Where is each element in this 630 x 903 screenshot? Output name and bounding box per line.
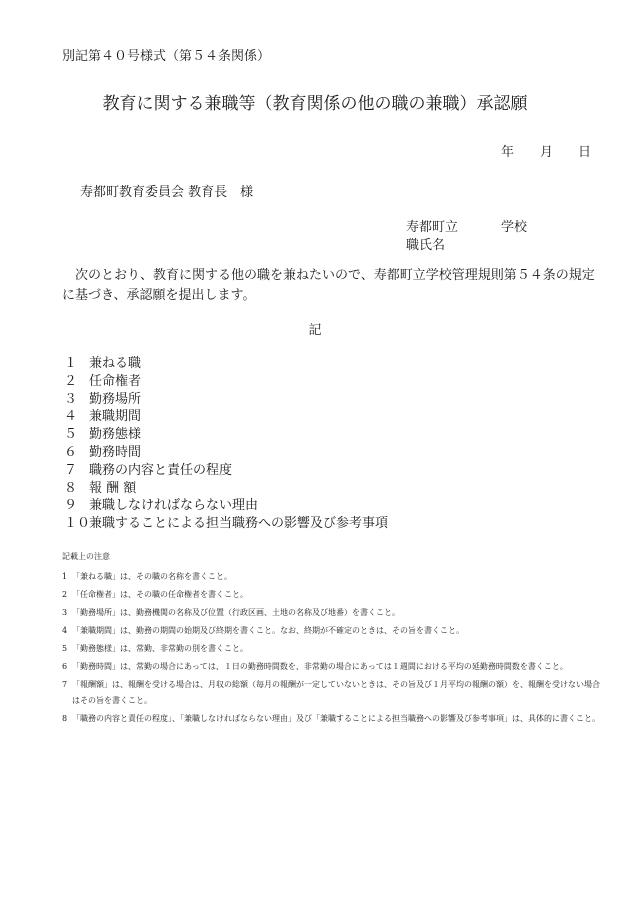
note-text: 「職務の内容と責任の程度」、「兼職しなければならない理由」及び「兼職することによる担当職務への影響及び参考事項」は、具体的に書くこと。 — [72, 714, 600, 723]
school-suffix-label: 学校 — [501, 220, 528, 235]
item-number: ２ — [64, 373, 78, 389]
note-item — [62, 587, 600, 603]
body-text: 次のとおり、教育に関する他の職を兼ねたいので、寿都町立学校管理規則第５４条の規定に基づき、承認願を提出します。 — [62, 268, 595, 303]
item-label: 勤務態様 — [89, 427, 142, 443]
notes-heading: 記載上の注意 — [62, 552, 110, 561]
note-item — [62, 623, 600, 639]
note-text: 「兼ねる職」は、その職の名称を書くこと。 — [72, 572, 232, 581]
item-label: 勤務場所 — [89, 391, 142, 407]
item-number: ９ — [64, 498, 78, 514]
notes-list — [62, 569, 600, 729]
list-item — [64, 355, 388, 373]
item-number: ７ — [64, 462, 78, 478]
item-number: １ — [64, 356, 78, 371]
note-number: 1 — [62, 572, 68, 581]
list-item — [64, 480, 388, 498]
note-number: 5 — [62, 644, 68, 653]
list-item — [64, 391, 388, 409]
note-item — [62, 605, 600, 621]
addressee: 寿都町教育委員会 教育長 様 — [80, 185, 254, 200]
school-town-label: 寿都町立 — [406, 220, 459, 235]
note-text: 「勤務態様」は、常勤、非常勤の別を書くこと。 — [72, 644, 248, 653]
date-year-label: 年 — [501, 145, 515, 160]
item-label: 兼ねる職 — [89, 356, 142, 371]
item-label: 兼職しなければならない理由 — [89, 498, 259, 514]
ki-heading: 記 — [308, 323, 322, 338]
item-number: ６ — [64, 444, 78, 460]
item-number: ３ — [64, 391, 78, 407]
note-number: 7 — [62, 680, 68, 689]
item-number: １０ — [64, 516, 91, 532]
item-number: ５ — [64, 427, 78, 443]
item-label: 勤務時間 — [89, 444, 142, 460]
note-text: 「勤務場所」は、勤務機関の名称及び位置（行政区画、土地の名称及び地番）を書くこと。 — [72, 608, 400, 617]
list-item — [64, 515, 388, 533]
note-number: 2 — [62, 590, 68, 599]
list-item — [64, 408, 388, 426]
note-item — [62, 641, 600, 657]
form-number: 別記第４０号様式（第５４条関係） — [62, 49, 271, 64]
document-title: 教育に関する兼職等（教育関係の他の職の兼職）承認願 — [102, 94, 528, 114]
item-label: 任命権者 — [89, 373, 142, 389]
note-text: 「任命権者」は、その職の任命権者を書くこと。 — [72, 590, 248, 599]
list-item — [64, 497, 388, 515]
note-text: 「兼職期間」は、勤務の期間の始期及び終期を書くこと。なお、終期が不確定のときは、その旨を書くこと。 — [72, 626, 464, 635]
item-list — [64, 355, 388, 533]
note-number: 3 — [62, 608, 68, 617]
date-month-label: 月 — [540, 145, 554, 160]
item-number: ８ — [64, 480, 78, 496]
note-number: 8 — [62, 714, 68, 723]
item-number: ４ — [64, 409, 78, 425]
item-label: 兼職することによる担当職務への影響及び参考事項 — [89, 516, 389, 532]
item-label: 職務の内容と責任の程度 — [89, 462, 233, 478]
list-item — [64, 426, 388, 444]
date-day-label: 日 — [578, 145, 592, 160]
item-label: 兼職期間 — [89, 409, 142, 425]
note-item — [62, 677, 600, 709]
note-item — [62, 711, 600, 727]
note-item — [62, 659, 600, 675]
list-item — [64, 462, 388, 480]
item-label: 報 酬 額 — [89, 480, 137, 496]
list-item — [64, 373, 388, 391]
note-number: 4 — [62, 626, 68, 635]
list-item — [64, 444, 388, 462]
note-number: 6 — [62, 662, 68, 671]
note-item — [62, 569, 600, 585]
sender-name-label: 職氏名 — [406, 238, 446, 253]
note-text: 「勤務時間」は、常勤の場合にあっては、１日の勤務時間数を、非常勤の場合にあっては１週間における平均の延勤務時間数を書くこと。 — [72, 662, 568, 671]
note-text: 「報酬額」は、報酬を受ける場合は、月収の総額（毎月の報酬が一定していないときは、その旨及び１月平均の報酬の額）を、報酬を受けない場合はその旨を書くこと。 — [72, 680, 600, 705]
